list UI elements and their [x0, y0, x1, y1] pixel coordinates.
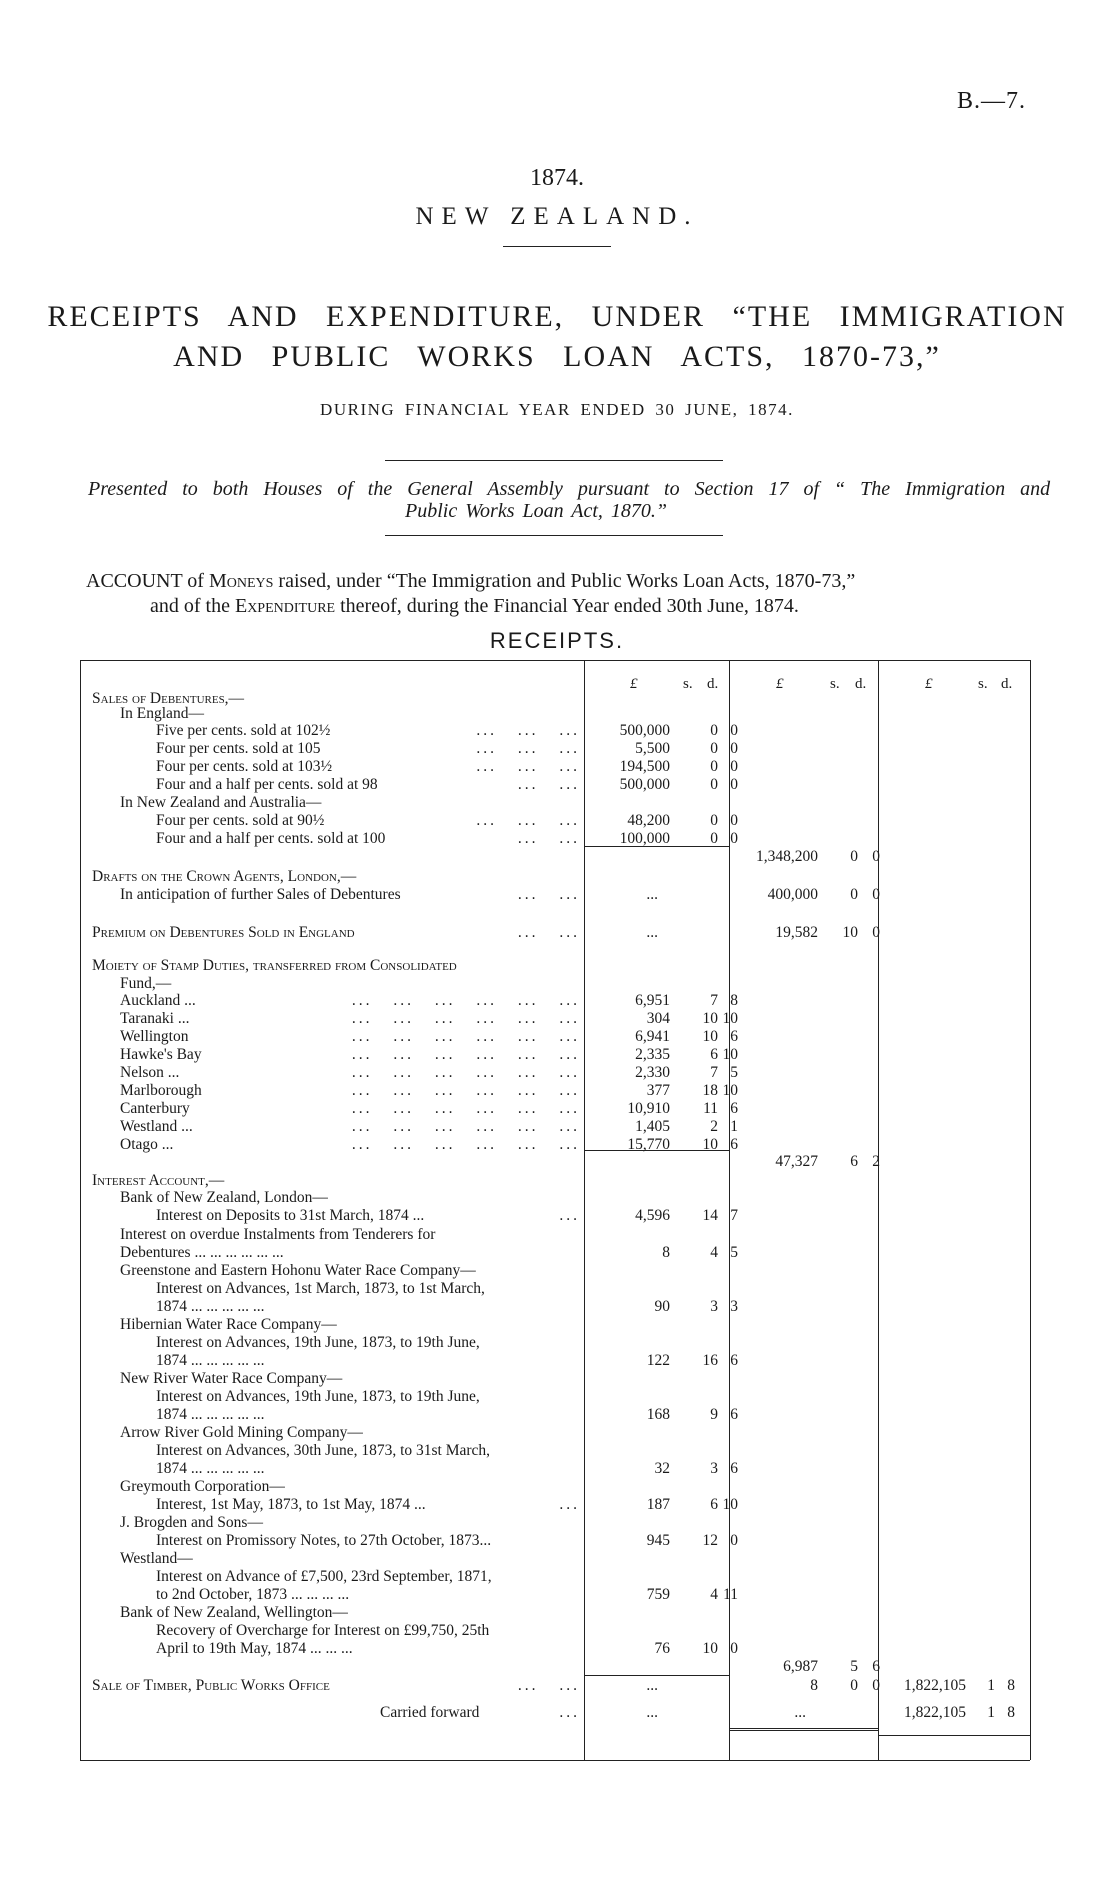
leader-dots: ... ... ... ... ... ...: [351, 1118, 580, 1135]
document-country: NEW ZEALAND.: [415, 203, 699, 230]
c1-pence-value: 0: [730, 776, 738, 793]
c1-shillings-value: 14: [702, 1207, 718, 1224]
c1-pence-value: 6: [730, 1352, 738, 1369]
c1-pence-value: 7: [730, 1207, 738, 1224]
c1-pounds-value: 8: [662, 1244, 670, 1261]
row-label: Premium on Debentures Sold in England: [92, 924, 355, 941]
c1-pence-value: 8: [730, 992, 738, 1009]
c2-shillings-value: 10: [842, 924, 858, 941]
c1-pounds-value: 90: [654, 1298, 670, 1315]
c3-pence-value: 8: [1007, 1677, 1015, 1694]
c1-pence-value: 0: [730, 740, 738, 757]
c1-shillings-value: 6: [710, 1046, 718, 1063]
c2-pounds-value: 19,582: [775, 924, 818, 941]
leader-dots: ... ... ... ... ... ...: [351, 1064, 580, 1081]
row-label: Bank of New Zealand, London—: [120, 1189, 328, 1206]
c1-pounds-value: 10,910: [627, 1100, 670, 1117]
row-label: Interest, 1st May, 1873, to 1st May, 1874 ...: [156, 1496, 426, 1513]
c2-pence-value: 2: [872, 1153, 880, 1170]
c1-shillings-value: 0: [710, 758, 718, 775]
row-label: Interest on Advances, 19th June, 1873, to 19th June,: [156, 1388, 480, 1405]
c1-pence-value: 10: [722, 1010, 738, 1027]
account-heading-line1: ACCOUNT of Moneys raised, under “The Immigration and Public Works Loan Acts, 1870-73,”: [86, 570, 856, 592]
document-title-line2: AND PUBLIC WORKS LOAN ACTS, 1870-73,”: [173, 340, 941, 373]
c1-pence-value: 10: [722, 1082, 738, 1099]
c2-pounds-value: 6,987: [783, 1658, 818, 1675]
c1-pounds-value: 759: [646, 1586, 670, 1603]
c1-pence-value: 0: [730, 758, 738, 775]
row-label: Debentures ... ... ... ... ... ...: [120, 1244, 284, 1261]
leader-dots: ... ...: [517, 830, 580, 847]
row-label: J. Brogden and Sons—: [120, 1514, 263, 1531]
c2-pence-value: 0: [872, 1677, 880, 1694]
c2-pounds-value: 47,327: [775, 1153, 818, 1170]
row-label: Moiety of Stamp Duties, transferred from Consolidated: [92, 957, 457, 974]
row-label: Greymouth Corporation—: [120, 1478, 285, 1495]
row-label: Nelson ...: [120, 1064, 180, 1081]
account-heading-line2: and of the Expenditure thereof, during the Financial Year ended 30th June, 1874.: [150, 595, 799, 617]
row-label: 1874 ... ... ... ... ...: [156, 1298, 265, 1315]
leader-dots: ... ... ... ... ... ...: [351, 1046, 580, 1063]
row-label: Hawke's Bay: [120, 1046, 202, 1063]
col2-pound-header: £: [776, 676, 784, 692]
c1-pence-value: 1: [730, 1118, 738, 1135]
leader-dots: ... ... ...: [476, 722, 580, 739]
row-label: Four per cents. sold at 105: [156, 740, 321, 757]
leader-dots: ... ...: [517, 924, 580, 941]
c1-ditto-dots: ...: [646, 924, 658, 941]
col1-shilling-header: s.: [683, 676, 693, 692]
c1-pounds-value: 194,500: [619, 758, 670, 775]
c1-pounds-value: 187: [646, 1496, 670, 1513]
c1-pence-value: 11: [723, 1586, 738, 1603]
row-label: Fund,—: [120, 975, 172, 992]
c1-pounds-value: 48,200: [627, 812, 670, 829]
c1-pounds-value: 4,596: [635, 1207, 670, 1224]
document-year: 1874.: [530, 165, 584, 191]
c3-shillings-value: 1: [987, 1677, 995, 1694]
c1-shillings-value: 0: [710, 722, 718, 739]
col1-pound-header: £: [630, 676, 638, 692]
subtotal-rule: [585, 846, 729, 847]
c1-shillings-value: 6: [710, 1496, 718, 1513]
row-label: Interest on overdue Instalments from Tenderers for: [120, 1226, 436, 1243]
c2-shillings-value: 0: [850, 1677, 858, 1694]
c1-pence-value: 6: [730, 1136, 738, 1153]
c1-pounds-value: 6,951: [635, 992, 670, 1009]
c1-pence-value: 0: [730, 812, 738, 829]
row-label: to 2nd October, 1873 ... ... ... ...: [156, 1586, 350, 1603]
c1-shillings-value: 11: [703, 1100, 718, 1117]
leader-dots: ...: [559, 1496, 580, 1513]
leader-dots: ... ... ... ... ... ...: [351, 1028, 580, 1045]
presented-line2: Public Works Loan Act, 1870.”: [405, 500, 668, 522]
c2-pence-value: 0: [872, 924, 880, 941]
leader-dots: ... ...: [517, 1677, 580, 1694]
c1-ditto-dots: ...: [646, 886, 658, 903]
c1-pounds-value: 945: [646, 1532, 670, 1549]
c1-pounds-value: 100,000: [619, 830, 670, 847]
c1-pounds-value: 304: [646, 1010, 670, 1027]
col2-pence-header: d.: [855, 676, 867, 692]
section-heading-receipts: RECEIPTS.: [489, 628, 625, 653]
c1-pence-value: 6: [730, 1100, 738, 1117]
subtotal-rule: [585, 1675, 729, 1676]
c1-pounds-value: 32: [654, 1460, 670, 1477]
c1-shillings-value: 9: [710, 1406, 718, 1423]
c1-shillings-value: 7: [710, 1064, 718, 1081]
c1-shillings-value: 10: [702, 1028, 718, 1045]
row-label: Drafts on the Crown Agents, London,—: [92, 868, 357, 885]
c2-pounds-value: 400,000: [767, 886, 818, 903]
col3-shilling-header: s.: [978, 676, 988, 692]
c2-shillings-value: 6: [850, 1153, 858, 1170]
col2-shilling-header: s.: [830, 676, 840, 692]
row-label: Carried forward: [380, 1704, 480, 1721]
c1-pounds-value: 15,770: [627, 1136, 670, 1153]
row-label: Interest Account,—: [92, 1172, 225, 1189]
c1-shillings-value: 3: [710, 1460, 718, 1477]
row-label: Four per cents. sold at 90½: [156, 812, 325, 829]
c1-shillings-value: 16: [702, 1352, 718, 1369]
c1-shillings-value: 7: [710, 992, 718, 1009]
c1-pence-value: 0: [730, 1532, 738, 1549]
row-label: Interest on Advance of £7,500, 23rd September, 1871,: [156, 1568, 492, 1585]
leader-dots: ... ... ... ... ... ...: [351, 1100, 580, 1117]
row-label: Canterbury: [120, 1100, 190, 1117]
leader-dots: ... ... ... ... ... ...: [351, 1136, 580, 1153]
subtotal-rule: [730, 1730, 878, 1731]
leader-dots: ... ... ... ... ... ...: [351, 992, 580, 1009]
row-label: In New Zealand and Australia—: [120, 794, 322, 811]
document-subtitle: DURING FINANCIAL YEAR ENDED 30 JUNE, 1874.: [320, 400, 794, 419]
row-label: Five per cents. sold at 102½: [156, 722, 331, 739]
row-label: Greenstone and Eastern Hohonu Water Race Company—: [120, 1262, 476, 1279]
c2-shillings-value: 0: [850, 848, 858, 865]
row-label: Bank of New Zealand, Wellington—: [120, 1604, 348, 1621]
c2-pence-value: 0: [872, 848, 880, 865]
leader-dots: ...: [559, 1207, 580, 1224]
c1-pounds-value: 168: [646, 1406, 670, 1423]
c1-shillings-value: 0: [710, 776, 718, 793]
row-label: Four and a half per cents. sold at 98: [156, 776, 378, 793]
col3-pound-header: £: [925, 676, 933, 692]
document-title-line1: RECEIPTS AND EXPENDITURE, UNDER “THE IMMIGRATION: [47, 300, 1067, 333]
row-label: April to 19th May, 1874 ... ... ...: [156, 1640, 353, 1657]
c1-pounds-value: 500,000: [619, 722, 670, 739]
row-label: Westland—: [120, 1550, 193, 1567]
presented-line1: Presented to both Houses of the General Assembly pursuant to Section 17 of “ The Immigration and: [88, 478, 1051, 500]
c1-pence-value: 3: [730, 1298, 738, 1315]
row-label: Arrow River Gold Mining Company—: [120, 1424, 363, 1441]
col1-pence-header: d.: [707, 676, 719, 692]
c1-pounds-value: 500,000: [619, 776, 670, 793]
row-label: Recovery of Overcharge for Interest on £99,750, 25th: [156, 1622, 490, 1639]
c2-ditto-dots: ...: [794, 1704, 806, 1721]
c2-pounds-value: 1,348,200: [756, 848, 818, 865]
subtotal-rule: [730, 1728, 878, 1729]
c1-pence-value: 0: [730, 722, 738, 739]
leader-dots: ...: [559, 1704, 580, 1721]
c1-pence-value: 0: [730, 1640, 738, 1657]
c2-pounds-value: 8: [810, 1677, 818, 1694]
c1-pounds-value: 5,500: [635, 740, 670, 757]
row-label: Interest on Advances, 19th June, 1873, to 19th June,: [156, 1334, 480, 1351]
c1-shillings-value: 18: [702, 1082, 718, 1099]
c1-pence-value: 6: [730, 1406, 738, 1423]
c1-shillings-value: 3: [710, 1298, 718, 1315]
row-label: Taranaki ...: [120, 1010, 190, 1027]
c1-shillings-value: 0: [710, 812, 718, 829]
leader-dots: ... ... ...: [476, 812, 580, 829]
c1-pence-value: 10: [722, 1046, 738, 1063]
row-label: 1874 ... ... ... ... ...: [156, 1406, 265, 1423]
c1-pence-value: 5: [730, 1064, 738, 1081]
c3-shillings-value: 1: [987, 1704, 995, 1721]
leader-dots: ... ... ...: [476, 758, 580, 775]
leader-dots: ... ...: [517, 776, 580, 793]
c1-pence-value: 0: [730, 830, 738, 847]
c1-pence-value: 10: [722, 1496, 738, 1513]
c1-pounds-value: 377: [646, 1082, 670, 1099]
subtotal-rule: [585, 1150, 729, 1151]
row-label: In anticipation of further Sales of Debentures: [120, 886, 401, 903]
c1-pounds-value: 2,330: [635, 1064, 670, 1081]
c1-pounds-value: 76: [654, 1640, 670, 1657]
row-label: Interest on Promissory Notes, to 27th October, 1873...: [156, 1532, 492, 1549]
row-label: In England—: [120, 705, 204, 722]
row-label: Westland ...: [120, 1118, 193, 1135]
c1-shillings-value: 10: [702, 1640, 718, 1657]
c1-pounds-value: 6,941: [635, 1028, 670, 1045]
c1-shillings-value: 4: [710, 1586, 718, 1603]
row-label: Hibernian Water Race Company—: [120, 1316, 337, 1333]
c1-ditto-dots: ...: [646, 1677, 658, 1694]
row-label: Auckland ...: [120, 992, 196, 1009]
c1-shillings-value: 10: [702, 1136, 718, 1153]
row-label: Marlborough: [120, 1082, 202, 1099]
c1-shillings-value: 0: [710, 830, 718, 847]
c2-pence-value: 6: [872, 1658, 880, 1675]
leader-dots: ... ... ...: [476, 740, 580, 757]
row-label: Interest on Advances, 30th June, 1873, to 31st March,: [156, 1442, 491, 1459]
c1-pence-value: 6: [730, 1460, 738, 1477]
c1-shillings-value: 2: [710, 1118, 718, 1135]
c1-ditto-dots: ...: [646, 1704, 658, 1721]
document-reference: B.—7.: [956, 88, 1026, 114]
row-label: Sale of Timber, Public Works Office: [92, 1677, 330, 1694]
leader-dots: ... ... ... ... ... ...: [351, 1010, 580, 1027]
row-label: Interest on Deposits to 31st March, 1874 ...: [156, 1207, 425, 1224]
c1-pence-value: 6: [730, 1028, 738, 1045]
c2-shillings-value: 0: [850, 886, 858, 903]
c1-shillings-value: 12: [702, 1532, 718, 1549]
c1-pence-value: 5: [730, 1244, 738, 1261]
col3-pence-header: d.: [1001, 676, 1013, 692]
leader-dots: ... ... ... ... ... ...: [351, 1082, 580, 1099]
c1-pounds-value: 1,405: [635, 1118, 670, 1135]
row-label: Four and a half per cents. sold at 100: [156, 830, 386, 847]
row-label: Interest on Advances, 1st March, 1873, to 1st March,: [156, 1280, 485, 1297]
row-label: 1874 ... ... ... ... ...: [156, 1460, 265, 1477]
row-label: Four per cents. sold at 103½: [156, 758, 333, 775]
row-label: 1874 ... ... ... ... ...: [156, 1352, 265, 1369]
c3-pence-value: 8: [1007, 1704, 1015, 1721]
c1-shillings-value: 4: [710, 1244, 718, 1261]
row-label: Sales of Debentures,—: [92, 690, 245, 707]
c3-pounds-value: 1,822,105: [904, 1677, 966, 1694]
c1-shillings-value: 10: [702, 1010, 718, 1027]
c3-pounds-value: 1,822,105: [904, 1704, 966, 1721]
c1-pounds-value: 122: [646, 1352, 670, 1369]
c1-pounds-value: 2,335: [635, 1046, 670, 1063]
c2-shillings-value: 5: [850, 1658, 858, 1675]
row-label: Wellington: [120, 1028, 189, 1045]
leader-dots: ... ...: [517, 886, 580, 903]
row-label: New River Water Race Company—: [120, 1370, 343, 1387]
c1-shillings-value: 0: [710, 740, 718, 757]
subtotal-rule: [879, 1735, 1030, 1736]
c2-pence-value: 0: [872, 886, 880, 903]
row-label: Otago ...: [120, 1136, 174, 1153]
